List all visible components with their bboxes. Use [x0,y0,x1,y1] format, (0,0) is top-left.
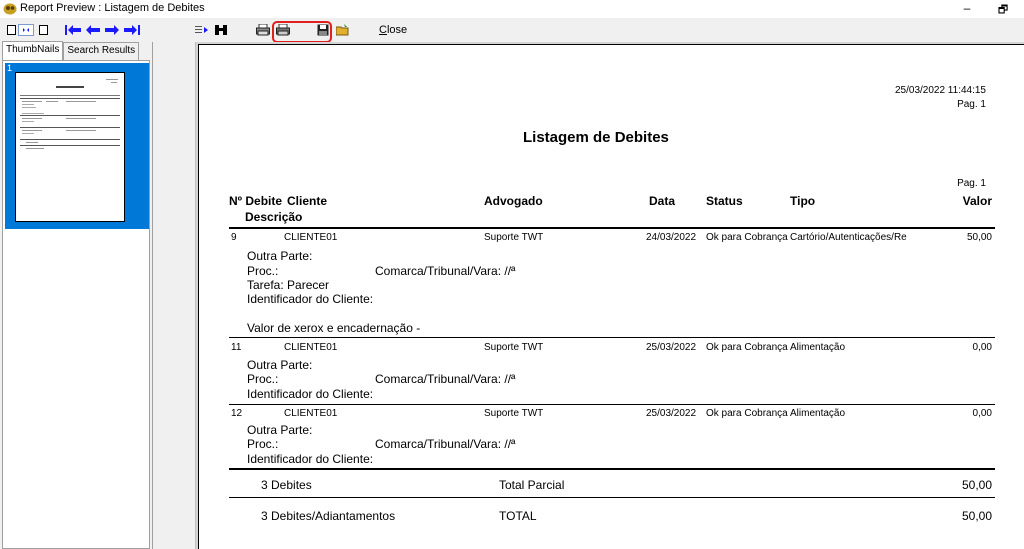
goto-page-icon[interactable] [195,22,209,38]
row2-num: 11 [231,342,242,353]
toolbar [0,18,1024,42]
row3-outra-parte: Outra Parte: [247,423,313,437]
row2-valor: 0,00 [972,342,992,353]
row3-status: Ok para Cobrança [706,408,788,419]
col-cliente-header: Cliente [287,194,328,208]
header-rule [229,227,995,229]
row1-data: 24/03/2022 [646,232,697,243]
window-title: Report Preview : Listagem de Debites [20,2,205,14]
row1-comarca: Comarca/Tribunal/Vara: //ª [375,264,516,278]
row3-advogado: Suporte TWT [484,408,544,419]
left-panel [0,42,152,549]
row1-cliente: CLIENTE01 [284,232,338,243]
col-status-header: Status [706,194,743,208]
close-button[interactable]: Close [379,24,408,36]
printer-setup-icon[interactable] [256,22,270,38]
thumbnail-list [2,60,150,549]
row2-cliente: CLIENTE01 [284,342,338,353]
row1-descricao: Valor de xerox e encadernação - [247,321,421,335]
total-label: 3 Debites/Adiantamentos [261,509,396,523]
report-page-top: Pag. 1 [957,99,986,110]
col-descricao-header: Descrição [245,210,303,224]
row2-tipo: Alimentação [790,342,846,353]
row3-cliente: CLIENTE01 [284,408,338,419]
tab-thumbnails[interactable]: ThumbNails [2,41,63,60]
row1-outra-parte: Outra Parte: [247,249,313,263]
row1-valor: 50,00 [966,232,992,243]
row1-identificador: Identificador do Cliente: [247,292,374,306]
totals-rule [229,468,995,470]
total-caption: TOTAL [499,509,537,523]
row3-proc: Proc.: [247,437,279,451]
search-binoculars-icon[interactable] [215,22,227,38]
row1-tarefa: Tarefa: Parecer [247,278,330,292]
title-bar [0,0,1024,18]
total-partial-rule [229,497,995,498]
row2-identificador: Identificador do Cliente: [247,387,374,401]
panel-tabs [2,42,139,60]
col-data-header: Data [649,194,676,208]
thumbnail-page-number: 1 [7,63,13,73]
row2-data: 25/03/2022 [646,342,697,353]
first-page-icon[interactable] [65,22,81,38]
row2-comarca: Comarca/Tribunal/Vara: //ª [375,372,516,386]
thumbnail-page-preview [15,72,125,222]
row2-outra-parte: Outra Parte: [247,358,313,372]
open-folder-icon[interactable] [336,22,350,38]
total-partial-label: 3 Debites [261,478,312,492]
row3-comarca: Comarca/Tribunal/Vara: //ª [375,437,516,451]
report-title: Listagem de Debites [523,129,669,146]
col-valor-header: Valor [962,194,992,208]
col-advogado-header: Advogado [484,194,543,208]
col-num-header: Nº Debite [229,194,283,208]
restore-button[interactable]: 🗗 [997,4,1009,16]
minimize-button[interactable]: – [963,1,971,15]
print-save-highlight [272,21,332,43]
report-datetime: 25/03/2022 11:44:15 [894,85,986,96]
row3-valor: 0,00 [972,408,992,419]
row1-num: 9 [231,232,237,243]
total-partial-caption: Total Parcial [499,478,565,492]
thumbnail-item[interactable] [5,63,149,229]
two-page-view-icon[interactable] [18,22,34,38]
col-tipo-header: Tipo [790,194,816,208]
app-icon [3,2,17,15]
row2-advogado: Suporte TWT [484,342,544,353]
report-page [198,44,1024,549]
total-valor: 50,00 [961,509,992,523]
row1-status: Ok para Cobrança [706,232,788,243]
last-page-icon[interactable] [124,22,140,38]
tab-search-results[interactable]: Search Results [63,42,139,60]
row2-rule [229,404,995,405]
row1-rule [229,337,995,338]
row3-tipo: Alimentação [790,408,846,419]
previous-page-icon[interactable] [86,22,100,38]
total-partial-valor: 50,00 [961,478,992,492]
single-page-view-icon[interactable] [6,22,16,38]
row1-advogado: Suporte TWT [484,232,544,243]
row2-status: Ok para Cobrança [706,342,788,353]
row3-identificador: Identificador do Cliente: [247,452,374,466]
row1-proc: Proc.: [247,264,279,278]
next-page-icon[interactable] [105,22,119,38]
row3-data: 25/03/2022 [646,408,697,419]
row2-proc: Proc.: [247,372,279,386]
row3-num: 12 [231,408,243,419]
report-page-header: Pag. 1 [957,178,986,189]
viewer-margin [156,42,196,549]
row1-tipo: Cartório/Autenticações/Re [790,232,907,243]
fit-page-view-icon[interactable] [38,22,48,38]
